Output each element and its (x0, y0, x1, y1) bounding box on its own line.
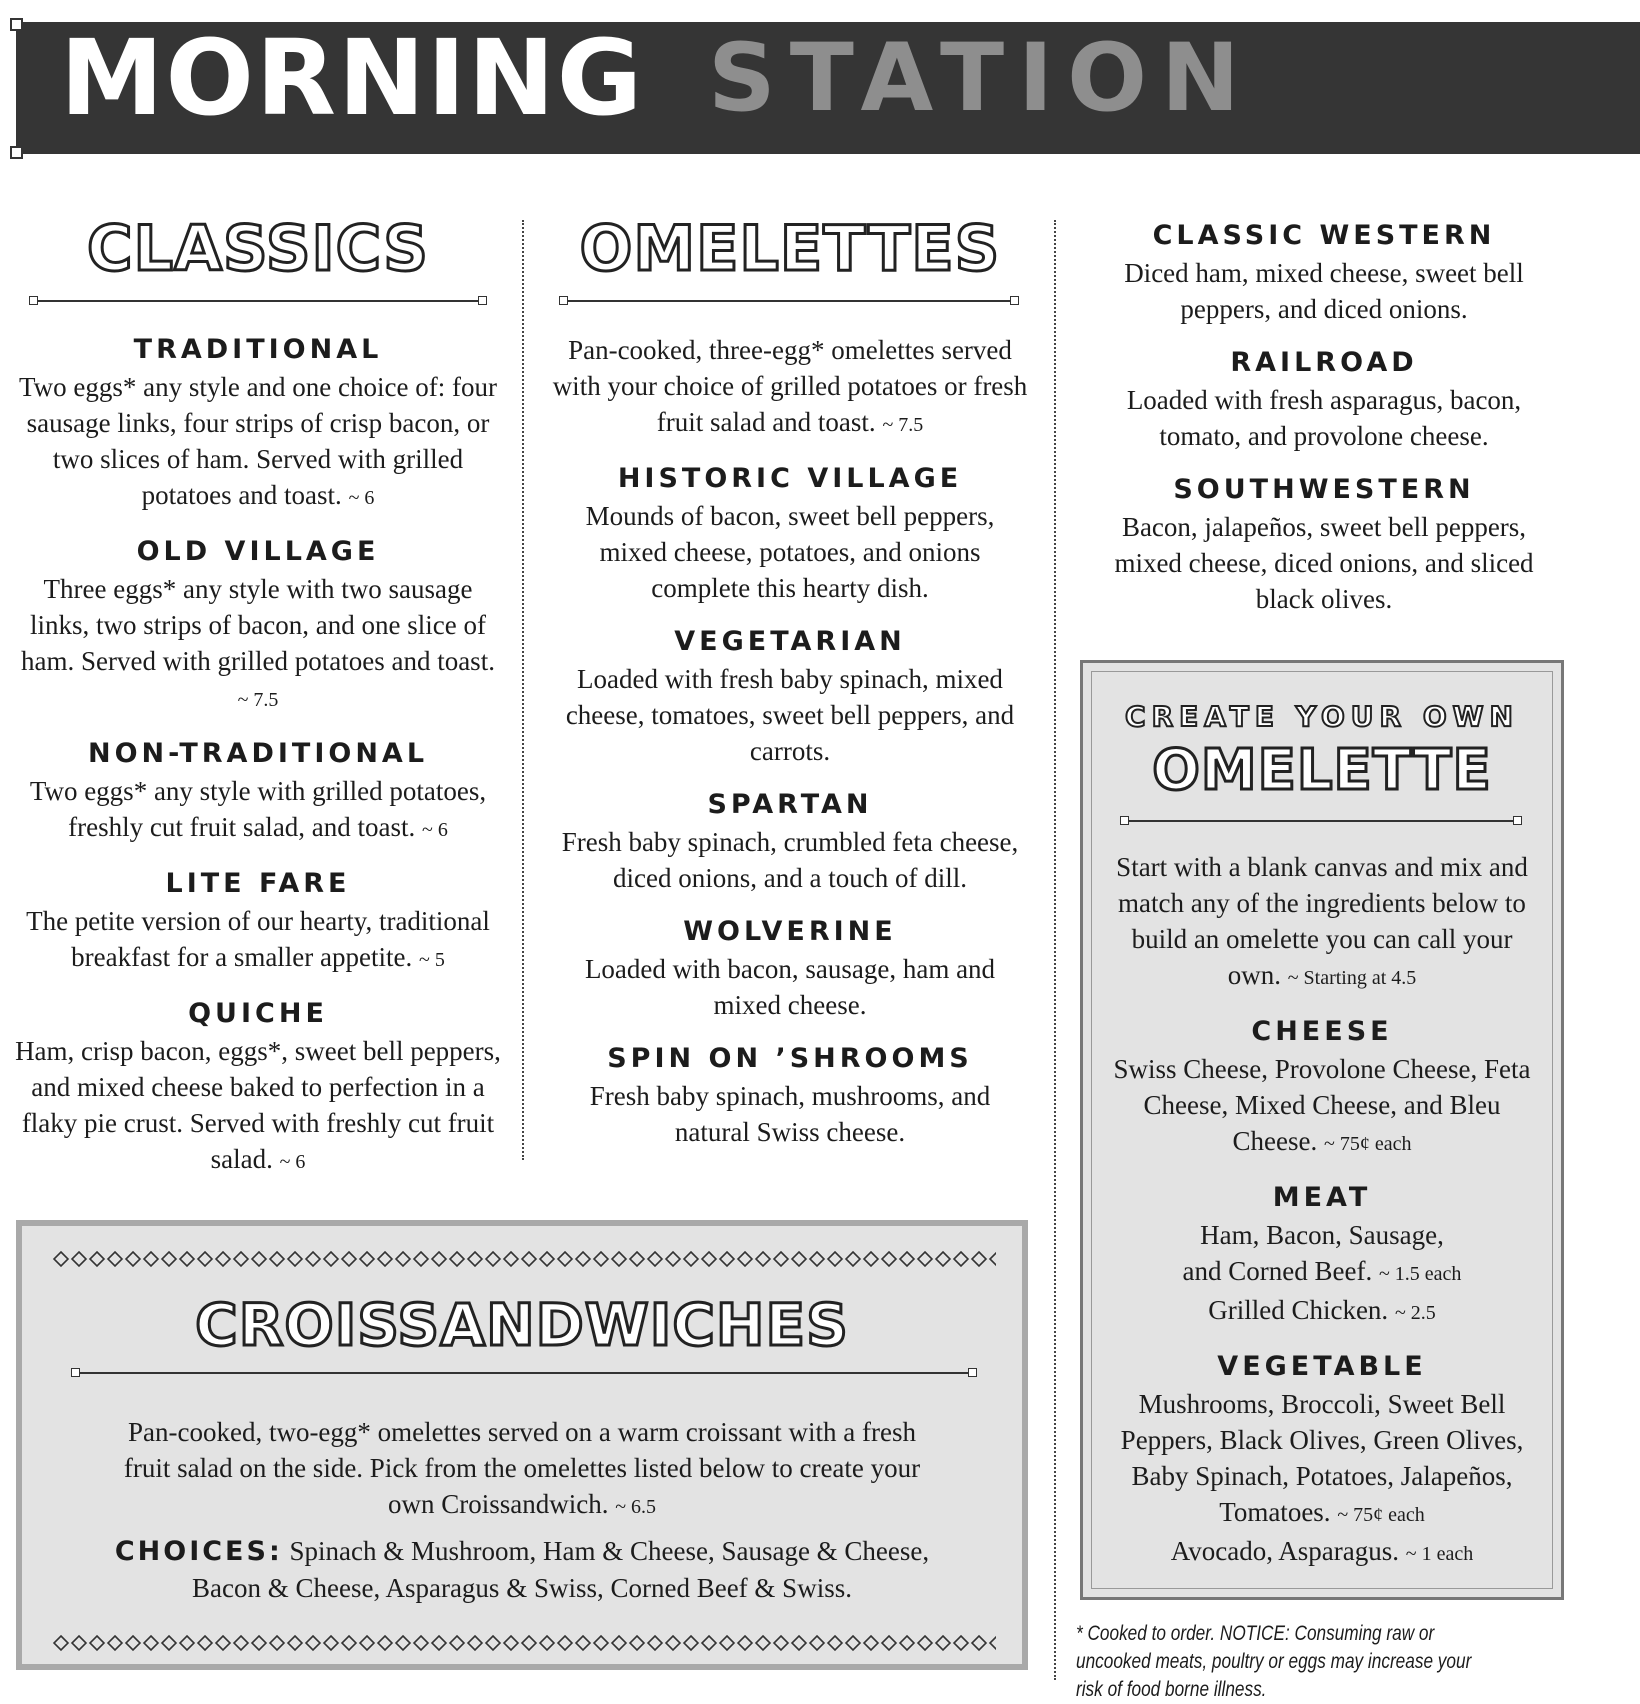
item-name: NON-TRADITIONAL (87, 738, 429, 769)
menu-item (550, 628, 1030, 769)
item-name: HISTORIC VILLAGE (617, 463, 963, 494)
item-price: ~ 6 (348, 487, 375, 509)
item-name: CLASSIC WESTERN (1152, 220, 1496, 251)
menu-item (14, 538, 502, 718)
omelettes-heading: OMELETTES (579, 212, 1001, 285)
create-heading-main: OMELETTE (1152, 738, 1492, 803)
item-desc: Mounds of bacon, sweet bell peppers, mixed cheese, potatoes, and onions complete this hearty dish. (585, 501, 995, 603)
item-desc: Fresh baby spinach, mushrooms, and natural Swiss cheese. (589, 1081, 991, 1147)
intro-text: Pan-cooked, three-egg* omelettes served with your choice of grilled potatoes or fresh fruit salad and toast. (552, 335, 1028, 437)
intro-price: ~ 7.5 (882, 414, 924, 436)
classics-rule (38, 300, 478, 302)
item-desc: Loaded with bacon, sausage, ham and mixed cheese. (584, 954, 996, 1020)
title-station: STATION (708, 24, 1254, 133)
item-name: OLD VILLAGE (136, 536, 380, 567)
item-price: ~ 7.5 (237, 689, 279, 711)
group-price: ~ 1.5 each (1378, 1263, 1462, 1285)
item-name: SOUTHWESTERN (1173, 474, 1475, 505)
intro-text: Pan-cooked, two-egg* omelettes served on a warm croissant with a fresh fruit salad on the side. Pick from the omelettes listed below to create your own Croissandwich. (123, 1417, 921, 1519)
item-name: QUICHE (188, 998, 328, 1029)
item-desc: Loaded with fresh asparagus, bacon, tomato, and provolone cheese. (1126, 385, 1522, 451)
item-name: SPIN ON ’SHROOMS (607, 1043, 973, 1074)
croissandwiches-heading: CROISSANDWICHES (195, 1291, 849, 1359)
menu-item (550, 791, 1030, 896)
item-name: RAILROAD (1230, 347, 1418, 378)
ingredient-group-cheese (1109, 1018, 1535, 1162)
menu-item (1100, 476, 1548, 617)
group-line: Avocado, Asparagus. (1170, 1536, 1399, 1566)
intro-text: Start with a blank canvas and mix and match any of the ingredients below to build an omelette you can call your own. (1116, 852, 1528, 990)
omelettes-list (550, 332, 1030, 1172)
item-price: ~ 6 (279, 1151, 306, 1173)
menu-item (1100, 222, 1548, 327)
group-line: Ham, Bacon, Sausage, (1200, 1220, 1444, 1250)
create-intro (1109, 849, 1535, 996)
croissandwiches-box (16, 1220, 1028, 1670)
item-name: WOLVERINE (683, 916, 897, 947)
menu-item (14, 336, 502, 516)
group-line: Grilled Chicken. (1208, 1295, 1389, 1325)
group-price: ~ 75¢ each (1337, 1504, 1425, 1526)
menu-item (1100, 349, 1548, 454)
group-name: VEGETABLE (1217, 1351, 1427, 1382)
item-name: LITE FARE (165, 868, 351, 899)
group-price: ~ 75¢ each (1324, 1133, 1412, 1155)
group-desc: Swiss Cheese, Provolone Cheese, Feta Cheese, Mixed Cheese, and Bleu Cheese. (1113, 1054, 1531, 1156)
choices-text: Spinach & Mushroom, Ham & Cheese, Sausage & Cheese, Bacon & Cheese, Asparagus & Swiss, Corned Beef & Swiss. (192, 1536, 930, 1603)
diamond-pattern-icon (52, 1634, 996, 1652)
intro-price: ~ 6.5 (615, 1496, 657, 1518)
menu-item (14, 740, 502, 848)
menu-item (550, 1045, 1030, 1150)
diamond-pattern-icon (52, 1250, 996, 1268)
create-rule (1129, 820, 1513, 822)
group-price: ~ 1 each (1405, 1543, 1474, 1565)
ingredient-group-vegetable (1109, 1353, 1535, 1572)
croissandwiches-choices (102, 1533, 942, 1606)
column-separator (522, 220, 524, 1160)
title-morning: MORNING (60, 17, 645, 139)
item-price: ~ 6 (422, 819, 448, 841)
group-desc: Mushrooms, Broccoli, Sweet Bell Peppers, Black Olives, Green Olives, Baby Spinach, Potatoes, Jalapeños, Tomatoes. (1120, 1389, 1524, 1527)
banner-corner-ornament (10, 146, 23, 159)
menu-item (14, 1000, 502, 1180)
croissandwiches-intro (102, 1414, 942, 1525)
group-name: CHEESE (1251, 1016, 1393, 1047)
choices-label: CHOICES: (114, 1536, 283, 1567)
item-desc: Diced ham, mixed cheese, sweet bell peppers, and diced onions. (1124, 258, 1524, 324)
footnote: * Cooked to order. NOTICE: Consuming raw or uncooked meats, poultry or eggs may increase your risk of food borne illness. (1076, 1622, 1472, 1701)
item-desc: Loaded with fresh baby spinach, mixed cheese, tomatoes, sweet bell peppers, and carrots. (565, 664, 1015, 766)
create-heading-top: CREATE YOUR OWN (1125, 700, 1519, 733)
item-desc: Ham, crisp bacon, eggs*, sweet bell peppers, and mixed cheese baked to perfection in a flaky pie crust. Served with freshly cut fruit salad. (15, 1036, 501, 1174)
item-desc: Two eggs* any style with grilled potatoes, freshly cut fruit salad, and toast. (29, 776, 487, 842)
item-desc: Three eggs* any style with two sausage links, two strips of bacon, and one slice of ham. Served with grilled potatoes and toast. (21, 574, 495, 676)
item-desc: Fresh baby spinach, crumbled feta cheese, diced onions, and a touch of dill. (561, 827, 1019, 893)
croissandwiches-content (102, 1414, 942, 1606)
create-your-own-box (1080, 660, 1564, 1600)
diamond-border-bottom (52, 1634, 996, 1652)
menu-item (550, 918, 1030, 1023)
item-name: SPARTAN (707, 789, 873, 820)
item-desc: Bacon, jalapeños, sweet bell peppers, mixed cheese, diced onions, and sliced black olives. (1114, 512, 1534, 614)
croissandwiches-rule (80, 1372, 968, 1374)
intro-price: ~ Starting at 4.5 (1287, 967, 1417, 989)
omelettes-intro (550, 332, 1030, 443)
omelettes-rule (568, 300, 1010, 302)
diamond-border-top (52, 1250, 996, 1268)
item-price: ~ 5 (419, 949, 445, 971)
ingredient-group-meat (1109, 1184, 1535, 1331)
group-price: ~ 2.5 (1394, 1302, 1436, 1324)
item-name: TRADITIONAL (133, 334, 383, 365)
menu-item (14, 870, 502, 978)
group-line: and Corned Beef. (1182, 1256, 1373, 1286)
banner-corner-ornament (10, 18, 23, 31)
item-name: VEGETARIAN (674, 626, 906, 657)
item-desc: The petite version of our hearty, traditional breakfast for a smaller appetite. (26, 906, 490, 972)
classics-heading: CLASSICS (87, 212, 429, 285)
menu-item (550, 465, 1030, 606)
group-name: MEAT (1272, 1182, 1372, 1213)
create-content (1109, 849, 1535, 1594)
column-separator (1054, 220, 1056, 1680)
omelettes-more-list (1100, 222, 1548, 639)
item-desc: Two eggs* any style and one choice of: four sausage links, four strips of crisp bacon, or two slices of ham. Served with grilled potatoes and toast. (19, 372, 497, 510)
classics-list (14, 336, 502, 1202)
